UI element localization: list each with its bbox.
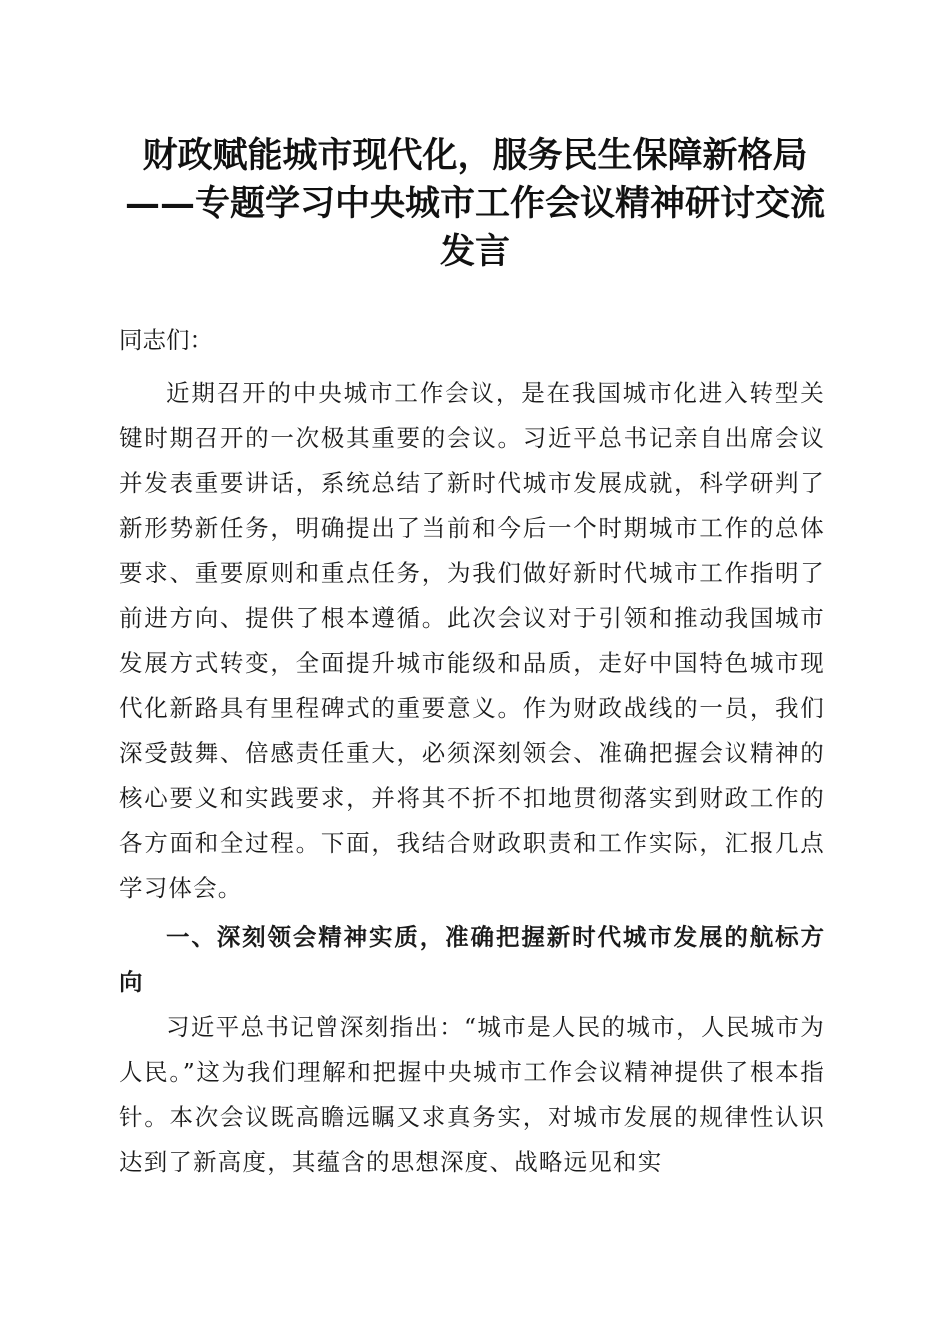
title-line-2: ——专题学习中央城市工作会议精神研讨交流 xyxy=(124,183,825,224)
intro-paragraph: 近期召开的中央城市工作会议，是在我国城市化进入转型关键时期召开的一次极其重要的会议。习近平总书记亲自出席会议并发表重要讲话，系统总结了新时代城市发展成就，科学研判了新形势新任务，明确提出了当前和今后一个时期城市工作的总体要求、重要原则和重点任务，为我们做好新时代城市工作指明了前进方向、提供了根本遵循。此次会议对于引领和推动我国城市发展方式转变，全面提升城市能级和品质，走好中国特色城市现代化新路具有里程碑式的重要意义。作为财政战线的一员，我们深受鼓舞、倍感责任重大，必须深刻领会、准确把握会议精神的核心要义和实践要求，并将其不折不扣地贯彻落实到财政工作的各方面和全过程。下面，我结合财政职责和工作实际，汇报几点学习体会。 xyxy=(119,379,825,902)
document-body xyxy=(119,318,825,1185)
section-heading-1: 一、深刻领会精神实质，准确把握新时代城市发展的航标方向 xyxy=(119,923,825,996)
title-line-3: 发言 xyxy=(439,231,510,272)
salutation: 同志们： xyxy=(119,326,213,354)
section-1-paragraph: 习近平总书记曾深刻指出：“城市是人民的城市，人民城市为人民。”这为我们理解和把握中央城市工作会议精神提供了根本指针。本次会议既高瞻远瞩又求真务实，对城市发展的规律性认识达到了新高度，其蕴含的思想深度、战略远见和实 xyxy=(119,1013,825,1176)
document-title xyxy=(100,132,850,276)
title-line-1: 财政赋能城市现代化，服务民生保障新格局 xyxy=(142,135,808,176)
